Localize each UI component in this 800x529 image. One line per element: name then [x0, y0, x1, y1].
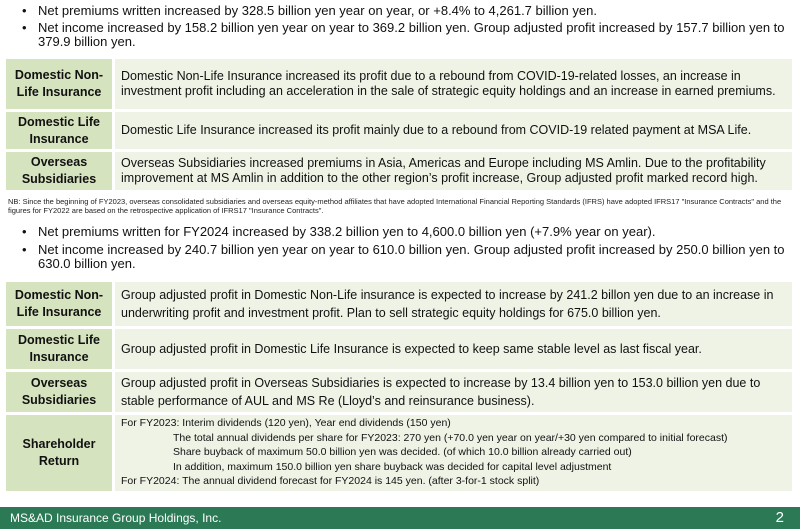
- fy2024-forecast-bullets: [0, 225, 800, 271]
- fy2024-segment-table: [6, 279, 792, 494]
- segment-label: Domestic Life Insurance: [6, 329, 112, 369]
- buyback-line: In addition, maximum 150.0 billion yen share buyback was decided for capital level adjustment: [173, 460, 612, 473]
- fy2023-summary-bullets: [0, 4, 800, 49]
- shareholder-return-label: Shareholder Return: [6, 415, 112, 491]
- bullet-item: • Net premiums written increased by 328.5 billion yen year on year, or +8.4% to 4,261.7 billion yen.: [14, 4, 800, 18]
- dividend-forecast-line: For FY2024: The annual dividend forecast for FY2024 is 145 yen. (after 3-for-1 stock split): [121, 475, 540, 488]
- shareholder-return-details: [112, 415, 792, 491]
- segment-label: Overseas Subsidiaries: [6, 372, 112, 412]
- table-row: [6, 415, 792, 491]
- table-row: [6, 372, 792, 412]
- table-row: [6, 282, 792, 326]
- segment-description: Domestic Non-Life Insurance increased its profit due to a rebound from COVID-19-related losses, an increase in investment profit including an acceleration in the sale of strategic equity holdings and an increase in earned premiums.: [112, 59, 792, 109]
- segment-description: Group adjusted profit in Domestic Life Insurance is expected to keep same stable level as last fiscal year.: [112, 329, 792, 369]
- company-name: MS&AD Insurance Group Holdings, Inc.: [10, 511, 222, 525]
- segment-label: Overseas Subsidiaries: [6, 152, 112, 190]
- segment-description: Group adjusted profit in Overseas Subsidiaries is expected to increase by 13.4 billion yen to 153.0 billion yen due to stable performance of AUL and MS Re (Lloyd’s and reinsurance business).: [112, 372, 792, 412]
- dividend-line: For FY2023: Interim dividends (120 yen), Year end dividends (150 yen): [121, 417, 451, 430]
- table-row: [6, 59, 792, 109]
- fy2023-segment-table: [6, 56, 792, 193]
- segment-description: Overseas Subsidiaries increased premiums in Asia, Americas and Europe including MS Amlin. Due to the profitability improvement at MS Amlin in addition to the other region’s profit increase, Group adjusted profit marked record high.: [112, 152, 792, 190]
- segment-label: Domestic Non-Life Insurance: [6, 59, 112, 109]
- page-number: 2: [775, 509, 784, 526]
- segment-description: Group adjusted profit in Domestic Non-Life insurance is expected to increase by 241.2 billon yen due to an increase in underwriting profit and investment profit. Plan to sell strategic equity holdings for 675.0 billion yen.: [112, 282, 792, 326]
- buyback-line: Share buyback of maximum 50.0 billion yen was decided. (of which 10.0 billion already carried out): [173, 446, 632, 459]
- bullet-item: • Net income increased by 158.2 billion yen year on year to 369.2 billion yen. Group adjusted profit increased by 157.7 billion yen to 379.9 billion yen.: [14, 21, 800, 49]
- bullet-item: • Net income increased by 240.7 billion yen year on year to 610.0 billion yen. Group adjusted profit increased by 250.0 billion yen to 630.0 billion yen.: [14, 243, 800, 271]
- table-row: [6, 329, 792, 369]
- dividend-line: The total annual dividends per share for FY2023: 270 yen (+70.0 yen year on year/+30 yen compared to initial forecast): [173, 431, 728, 444]
- table-row: [6, 152, 792, 190]
- bullet-item: • Net premiums written for FY2024 increased by 338.2 billion yen to 4,600.0 billion yen (+7.9% year on year).: [14, 225, 800, 239]
- segment-label: Domestic Non-Life Insurance: [6, 282, 112, 326]
- segment-description: Domestic Life Insurance increased its profit mainly due to a rebound from COVID-19 related payment at MSA Life.: [112, 112, 792, 149]
- segment-label: Domestic Life Insurance: [6, 112, 112, 149]
- ifrs-footnote: NB: Since the beginning of FY2023, overseas consolidated subsidiaries and overseas equity-method affiliates that have adopted International Financial Reporting Standards (IFRS) have adopted IFRS17 "Insurance Contracts" and the figures for FY2022 are based on the retrospective application of IFRS17 "Insurance Contracts".: [8, 197, 782, 215]
- table-row: [6, 112, 792, 149]
- footer-bar: [0, 507, 800, 529]
